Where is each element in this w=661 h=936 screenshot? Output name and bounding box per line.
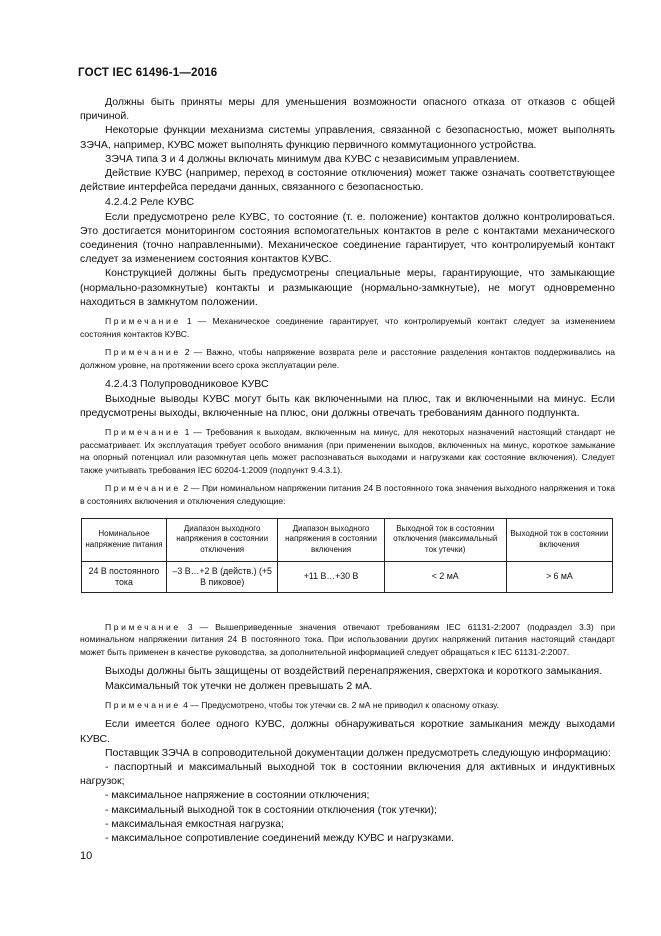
paragraph: Поставщик ЗЭЧА в сопроводительной документации должен предусмотреть следующую информацию: — [105, 746, 611, 759]
table-header-cell: Номинальное напряжение питания — [82, 518, 167, 561]
list-item: - максимальная емкостная нагрузка; — [105, 817, 284, 830]
table-header-cell: Диапазон выходного напряжения в состоянии отключения — [166, 518, 278, 561]
paragraph: Если предусмотрено реле КУВС, то состояние (т. е. положение) контактов должно контролироваться. Это достигается мониторингом состояния вспомогательных контактов в реле с контактами механического соединения (точно направленными). Механическое соединение гарантирует, что контролируемый контакт следует за изменением состояния контактов КУВС. — [80, 210, 615, 266]
note-text: 1 — Требования к выходам, включенным на минус, для некоторых назначений настоящий стандарт не рассматривает. Их эксплуатация требует особого внимания (при применении выходов, включенных на минус, короткое замыкание на опорный потенциал или разомкнутая цепь может распознаваться выходами и нагрузками как состояние включения). Следует также учитывать требования IEC 60204-1:2009 (подпункт 9.4.3.1). — [80, 427, 616, 475]
note-label: Примечание — [105, 483, 181, 494]
paragraph: Выходы должны быть защищены от воздействий перенапряжения, сверхтока и короткого замыкания. — [105, 665, 603, 678]
note — [80, 699, 615, 712]
list-item: - паспортный и максимальный выходной ток в состоянии включения для активных и индуктивных нагрузок; — [80, 760, 615, 788]
note-text: 3 — Вышеприведенные значения отвечают требованиям IEC 61131-2:2007 (подраздел 3.3) при номинальном напряжении питания 24 В постоянного тока. При использовании других напряжений питания настоящий стандарт может быть применен в качестве руководства, за дополнительной информацией следует обращаться к IEC 61131-2:2007. — [80, 621, 615, 657]
note — [80, 621, 615, 659]
table-header-row — [82, 518, 613, 561]
list-item: - максимальное сопротивление соединений между КУВС и нагрузками. — [105, 832, 455, 844]
note — [80, 315, 615, 340]
paragraph: ЗЭЧА типа 3 и 4 должны включать минимум два КУВС с независимым управлением. — [105, 152, 520, 165]
note-text: 2 — Важно, чтобы напряжение возврата реле и расстояние разделения контактов поддерживались на должном уровне, на протяжении всего срока эксплуатации реле. — [80, 347, 615, 370]
note — [80, 426, 615, 476]
paragraph: Максимальный ток утечки не должен превышать 2 мА. — [105, 679, 373, 692]
paragraph: Некоторые функции механизма системы управления, связанной с безопасностью, может выполнять ЗЭЧА, например, КУВС может выполнять функцию первичного коммутационного устройства. — [80, 124, 615, 151]
note-label: Примечание — [105, 699, 181, 710]
note-label: Примечание — [105, 316, 181, 327]
note-label: Примечание — [105, 621, 181, 632]
note-label: Примечание — [105, 347, 181, 358]
table-cell: < 2 мА — [384, 561, 506, 592]
table-cell: 24 В постоянного тока — [82, 561, 167, 592]
paragraph: Конструкцией должны быть предусмотрены специальные меры, гарантирующие, что замыкающие (нормально-разомкнутые) контакты и размыкающие (нормально-замкнутые), не могут одновременно находиться в замкнутом положении. — [80, 267, 615, 308]
output-values-table — [81, 518, 613, 593]
table-header-cell: Выходной ток в состоянии отключения (максимальный ток утечки) — [384, 518, 506, 561]
table-cell: +11 В…+30 В — [278, 561, 384, 592]
table-cell: > 6 мА — [506, 561, 612, 592]
note-label: Примечание — [105, 427, 181, 438]
note — [80, 346, 615, 371]
document-header: ГОСТ IEC 61496-1—2016 — [78, 67, 218, 79]
note-text: 4 — Предусмотрено, чтобы ток утечки св. 2 мА не приводил к опасному отказу. — [183, 699, 499, 710]
note — [80, 482, 615, 507]
table-header-cell: Диапазон выходного напряжения в состоянии включения — [278, 518, 384, 561]
page-number: 10 — [80, 850, 93, 862]
section-heading: 4.2.4.3 Полупроводниковое КУВС — [105, 378, 269, 391]
note-text: 1 — Механическое соединение гарантирует, что контролируемый контакт следует за изменением состояния контактов КУВС. — [80, 316, 615, 339]
paragraph: Если имеется более одного КУВС, должны обнаруживаться короткие замыкания между выходами КУВС. — [80, 718, 615, 745]
table-header-cell: Выходной ток в состоянии включения — [506, 518, 612, 561]
paragraph: Выходные выводы КУВС могут быть как включенными на плюс, так и включенными на минус. Если предусмотрены выходы, включенные на плюс, они должны отвечать требованиям данного подпункта. — [80, 392, 615, 419]
info-list — [80, 760, 615, 845]
table-cell: –3 В…+2 В (действ.) (+5 В пиковое) — [166, 561, 278, 592]
note-text: 2 — При номинальном напряжении питания 24 В постоянного тока значения выходного напряжения и тока в состояниях включения и отключения следующие: — [80, 483, 616, 506]
list-item: - максимальное напряжение в состоянии отключения; — [105, 789, 370, 802]
paragraph: Должны быть приняты меры для уменьшения возможности опасного отказа от отказов с общей причиной. — [80, 96, 615, 123]
table-row — [82, 561, 613, 592]
page-body — [80, 95, 615, 845]
section-heading: 4.2.4.2 Реле КУВС — [105, 196, 195, 209]
paragraph: Действие КУВС (например, переход в состояние отключения) может также означать соответствующее действие интерфейса передачи данных, связанного с безопасностью. — [80, 167, 615, 194]
list-item: - максимальный выходной ток в состоянии отключения (ток утечки); — [105, 803, 437, 816]
